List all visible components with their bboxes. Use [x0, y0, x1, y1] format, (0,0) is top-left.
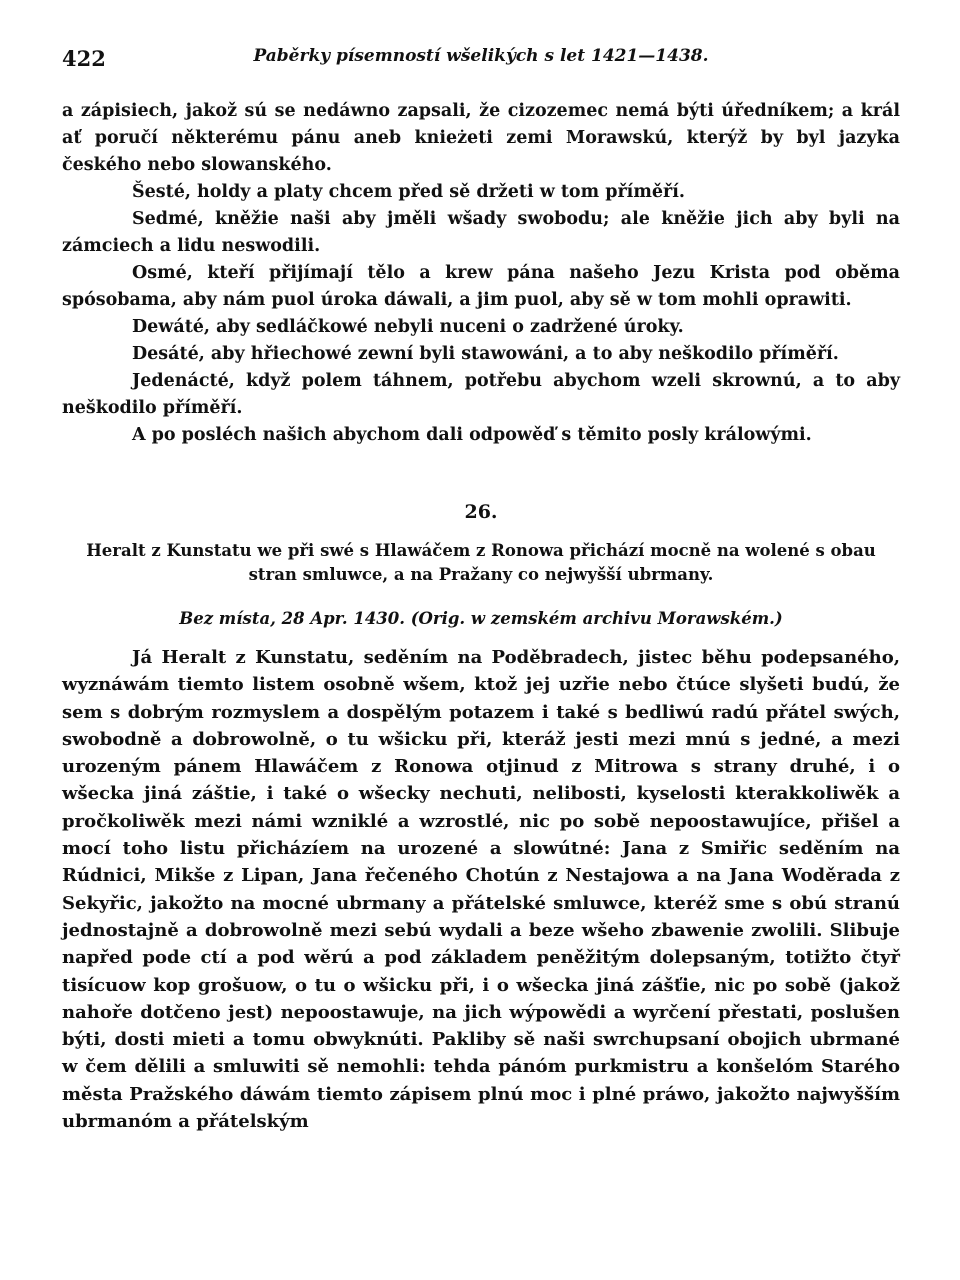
paragraph: Sedmé, kněžie naši aby jměli wšady swobodu; ale kněžie jich aby byli na zámciech a lidu neswodili. [62, 209, 900, 256]
page-number: 422 [62, 46, 106, 71]
page-header [62, 40, 900, 76]
paragraph: Osmé, kteří přijímají tělo a krew pána našeho Jezu Krista pod oběma spósobama, aby nám puol úroka dáwali, a jim puol, aby sě w tom mohli oprawiti. [62, 263, 900, 310]
document-body [62, 644, 900, 1135]
document-dateline: Bez místa, 28 Apr. 1430. (Orig. w zemském archivu Morawském.) [179, 609, 783, 628]
body-paragraph: Já Heralt z Kunstatu, seděním na Poděbradech, jistec běhu podepsaného, wyznáwám tiemto listem osobně wšem, ktož jej uzřie nebo čtúce slyšeti budú, že sem s dobrým rozmyslem a dospělým potazem i také s bedliwú radú přátel swých, swobodně a dobrowolně, o tu wšicku při, kteráž jesti mezi mnú s jedné, a mezi urozeným pánem Hlawáčem z Ronowa otjinud z Mitrowa s strany druhé, i o wšecka jiná záštie, i také o wšecky nechuti, nelibosti, kyselosti kterakkoliwěk a pročkoliwěk mezi námi wzniklé a wzrostlé, nic po sobě nepoostawujíce, přišel a mocí toho listu přicházíem na urozené a slowútné: Jana z Smiřic seděním na Rúdnici, Mikše z Lipan, Jana řečeného Chotún z Nestajowa a na Jana Woděrada z Sekyřic, jakožto na mocné ubrmany a přátelské smluwce, kteréž sme s obú stranú jednostajně a dobrowolně mezi sebú wydali a beze wšeho zbawenie zwolili. Slibuje napřed pode ctí a pod wěrú a pod základem peněžitým dolepsaným, totižto čtyř tisícuow kop grošuow, o tu o wšicku při, i o wšecka jiná zášťie, nic po sobě (jakož nahoře dotčeno jest) nepoostawuje, na jich wýpowědi a wyrčení přestati, poslušen býti, dosti mieti a tomu obwyknúti. Pakliby sě naši swrchupsaní obojich ubrmané w čem dělili a smluwiti sě nemohli: tehda pánóm purkmistru a konšelóm Starého města Pražského dáwám tiemto zápisem plnú moc i plné práwo, jakožto najwyšším ubrmanóm a přátelským [62, 647, 900, 1133]
paragraph: Šesté, holdy a platy chcem před sě držeti w tom příměří. [132, 182, 685, 202]
paragraph: A po posléch našich abychom dali odpowěď s těmito posly králowými. [132, 425, 812, 445]
paragraph: Jedenácté, když polem táhnem, potřebu abychom wzeli skrownú, a to aby neškodilo příměří. [62, 371, 900, 418]
document-number: 26. [464, 501, 498, 523]
running-head: Paběrky písemností wšelikých s let 1421—1438. [253, 46, 709, 66]
paragraph: Desáté, aby hřiechowé zewní byli stawowáni, a to aby neškodilo příměří. [132, 344, 839, 364]
continued-text [62, 98, 900, 449]
document-page [62, 40, 900, 1135]
paragraph: Dewáté, aby sedláčkowé nebyli nuceni o zadržené úroky. [132, 317, 684, 337]
document-summary: Heralt z Kunstatu we při swé s Hlawáčem z Ronowa přichází mocně na wolené s obau stran smluwce, a na Pražany co nejwyšší ubrmany. [86, 541, 876, 584]
paragraph: a zápisiech, jakož sú se nedáwno zapsali, že cizozemec nemá býti úředníkem; a král ať poručí některému pánu aneb knieżeti zemi Morawskú, kterýž by byl jazyka českého nebo slowanského. [62, 101, 900, 175]
